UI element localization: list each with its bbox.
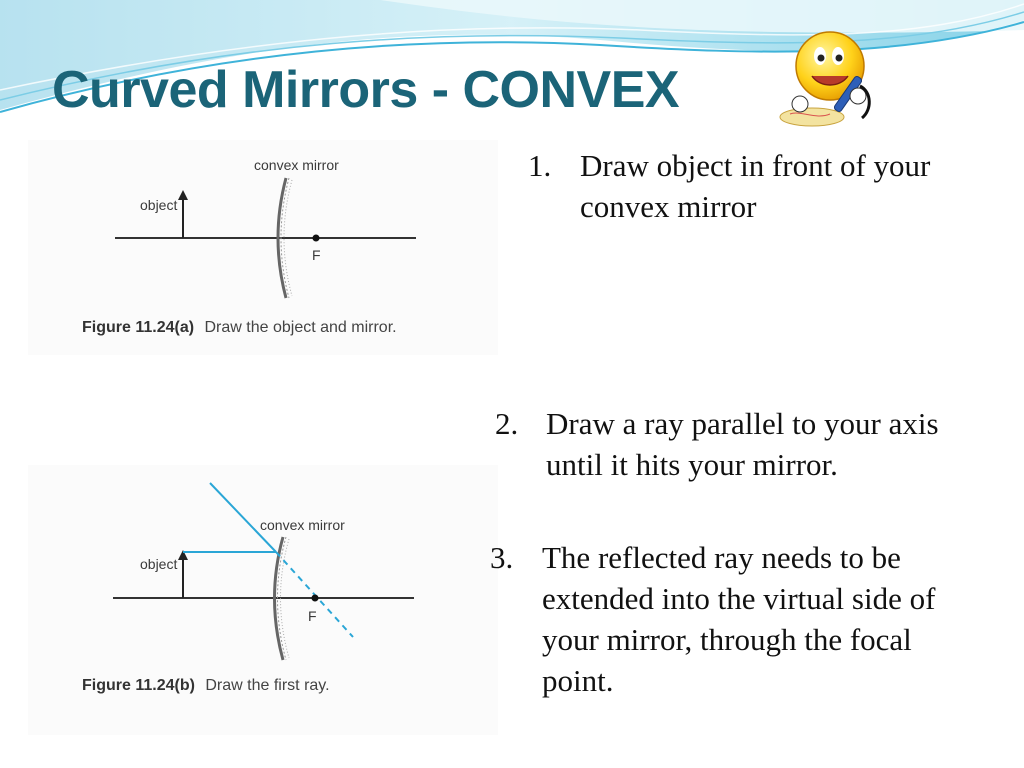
- caption-number: Figure 11.24(b): [82, 677, 195, 694]
- object-arrowhead: [178, 190, 188, 200]
- step-number: 1.: [528, 148, 552, 183]
- figure-a-diagram: [28, 140, 498, 355]
- object-label: object: [140, 556, 178, 572]
- mirror-label: convex mirror: [260, 517, 345, 533]
- caption-text: Draw the first ray.: [205, 677, 330, 694]
- step-text: Draw object in front of your convex mirror: [580, 148, 931, 224]
- step-3: [490, 537, 970, 701]
- page-title: Curved Mirrors - CONVEX: [52, 61, 680, 119]
- step-text: Draw a ray parallel to your axis until it hits your mirror.: [546, 406, 939, 482]
- step-text: The reflected ray needs to be extended into the virtual side of your mirror, through the focal point.: [542, 540, 936, 698]
- virtual-ray-extension: [276, 552, 353, 637]
- focal-point: [312, 595, 319, 602]
- figure-b-caption: [82, 677, 330, 694]
- caption-number: Figure 11.24(a): [82, 319, 195, 336]
- figure-b-diagram: [28, 465, 498, 735]
- step-number: 3.: [490, 540, 514, 575]
- focal-label: F: [308, 608, 317, 624]
- caption-text: Draw the object and mirror.: [204, 319, 397, 336]
- step-number: 2.: [495, 406, 519, 441]
- step-2: [495, 403, 965, 485]
- smiley-writing-icon: [772, 22, 882, 132]
- figure-a: [28, 140, 498, 355]
- figure-a-caption: [82, 319, 397, 336]
- figure-b: [28, 465, 498, 735]
- object-label: object: [140, 197, 178, 213]
- focal-point: [313, 235, 320, 242]
- mirror-label: convex mirror: [254, 157, 339, 173]
- focal-label: F: [312, 247, 321, 263]
- step-1: [528, 145, 998, 227]
